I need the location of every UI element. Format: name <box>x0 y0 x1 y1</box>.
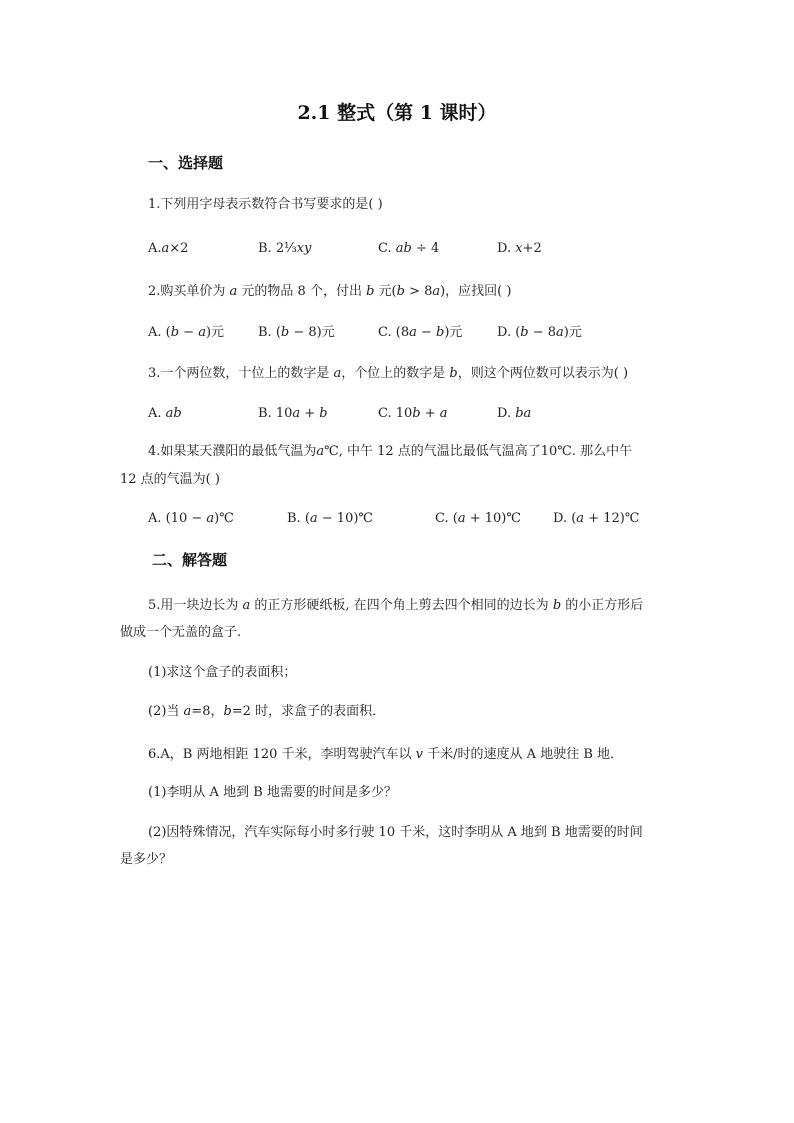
question-4-stem-line-1: 4.如果某天濮阳的最低气温为𝑎℃, 中午 12 点的气温比最低气温高了10℃. 那么中午 <box>148 444 633 459</box>
q3-option-b: B. 10𝑎 + 𝑏 <box>258 406 328 421</box>
q3-option-a: A. 𝑎𝑏 <box>148 406 182 421</box>
question-5-part-2: (2)当 𝑎=8，𝑏=2 时，求盒子的表面积． <box>148 704 386 719</box>
question-2-options <box>0 321 794 345</box>
question-4-options <box>0 507 794 531</box>
page-title: 2.1 整式（第 1 课时） <box>297 102 497 124</box>
q4-option-d: D. (𝑎 + 12)℃ <box>553 511 640 526</box>
q2-option-d: D. (𝑏 − 8𝑎)元 <box>497 325 582 340</box>
q2-option-a: A. (𝑏 − 𝑎)元 <box>148 325 225 340</box>
q2-option-b: B. (𝑏 − 8)元 <box>258 325 335 340</box>
q3-option-d: D. 𝑏𝑎 <box>497 406 532 421</box>
q4-option-a: A. (10 − 𝑎)℃ <box>148 511 234 526</box>
q1-option-a: A.𝑎×2 <box>148 241 189 256</box>
question-1-options <box>0 237 794 261</box>
question-1-stem: 1.下列用字母表示数符合书写要求的是( ) <box>148 197 383 212</box>
question-5-stem-line-1: 5.用一块边长为 𝑎 的正方形硬纸板, 在四个角上剪去四个相同的边长为 𝑏 的小正方形后 <box>148 598 644 613</box>
question-5-part-1: (1)求这个盒子的表面积； <box>148 665 297 680</box>
section-heading-choice: 一、选择题 <box>148 154 224 172</box>
q1-option-d: D. 𝑥+2 <box>497 241 542 256</box>
question-5-stem-line-2: 做成一个无盖的盒子. <box>120 625 242 640</box>
question-6-part-2-line-2: 是多少？ <box>120 852 173 867</box>
q1-option-c: C. 𝑎𝑏 ÷ 4 <box>378 241 440 256</box>
q3-option-c: C. 10𝑏 + 𝑎 <box>378 406 448 421</box>
question-3-options <box>0 402 794 426</box>
q4-option-c: C. (𝑎 + 10)℃ <box>435 511 521 526</box>
question-6-part-1: (1)李明从 A 地到 B 地需要的时间是多少？ <box>148 785 397 800</box>
question-3-stem: 3.一个两位数，十位上的数字是 𝑎，个位上的数字是 𝑏，则这个两位数可以表示为( ) <box>148 366 629 381</box>
q4-option-b: B. (𝑎 − 10)℃ <box>287 511 373 526</box>
q1-option-b: B. 2⅓𝑥𝑦 <box>258 241 312 256</box>
question-4-stem-line-2: 12 点的气温为( ) <box>120 472 220 487</box>
question-6-part-2-line-1: (2)因特殊情况，汽车实际每小时多行驶 10 千米，这时李明从 A 地到 B 地需要的时间 <box>148 825 643 840</box>
q2-option-c: C. (8𝑎 − 𝑏)元 <box>378 325 463 340</box>
question-2-stem: 2.购买单价为 𝑎 元的物品 8 个，付出 𝑏 元(𝑏 > 8𝑎)，应找回( ) <box>148 284 512 299</box>
section-heading-answer: 二、解答题 <box>152 551 228 569</box>
question-6-stem: 6.A，B 两地相距 120 千米，李明驾驶汽车以 𝑣 千米/时的速度从 A 地驶往 B 地． <box>148 747 624 762</box>
